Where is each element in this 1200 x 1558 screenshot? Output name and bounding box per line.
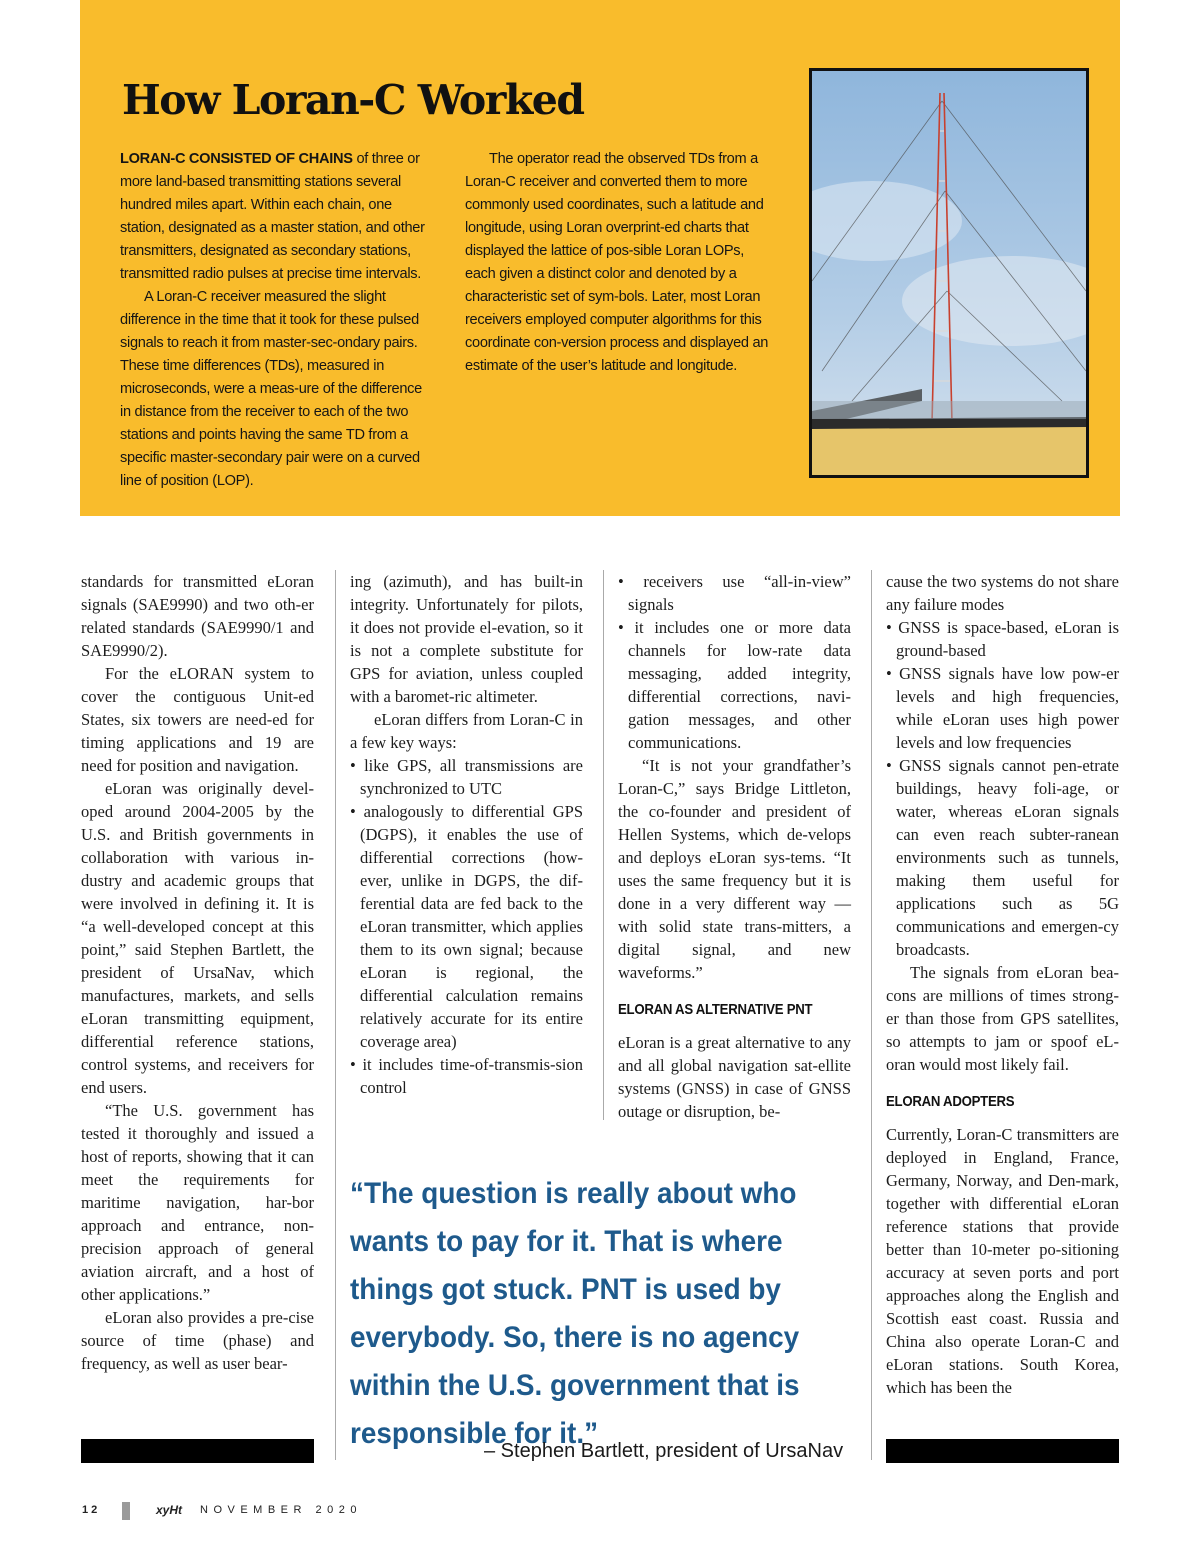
body-paragraph: Currently, Loran-C transmitters are deployed in England, France, Germany, Norway, and Den-mark, together with differential eLoran reference stations that provide better than 10-meter po-sitioning accuracy at seven ports and port approaches along the English and Scottish east coast. Russia and China also operate Loran-C and eLoran stations. South Korea, which has been the xyxy=(886,1125,1119,1397)
list-item: • receivers use “all-in-view” signals xyxy=(618,572,851,614)
sidebar-lead-in: LORAN-C CONSISTED OF CHAINS xyxy=(120,151,353,167)
sidebar-title: How Loran-C Worked xyxy=(122,76,584,124)
column-rule xyxy=(871,570,872,1460)
list-item: • GNSS signals cannot pen-etrate buildings, heavy foli-age, or water, whereas eLoran signals can even reach subter-ranean environments such as tunnels, making them useful for applications such as 5G communications and emergen-cy broadcasts. xyxy=(886,756,1119,959)
radio-tower-photo xyxy=(809,68,1089,478)
bullet-list xyxy=(886,616,1119,961)
bullet-list xyxy=(350,754,583,1099)
page-number: 12 xyxy=(82,1504,101,1516)
sidebar-paragraph-1 xyxy=(120,148,430,286)
tower-image xyxy=(812,71,1086,475)
list-item: • analogously to differential GPS (DGPS), it enables the use of differential corrections (how-ever, unlike in DGPS, the dif-ferential data are fed back to the eLoran transmitter, which applies them to its own signal; because eLoran is regional, the differential calculation remains relatively accurate for its entire coverage area) xyxy=(350,802,583,1051)
body-paragraph: eLoran is a great alternative to any and all global navigation sat-ellite systems (GNSS) in case of GNSS outage or disruption, be- xyxy=(618,1033,851,1121)
sidebar-column-2 xyxy=(465,148,775,378)
list-item: • GNSS is space-based, eLoran is ground-based xyxy=(886,618,1119,660)
footer-divider xyxy=(122,1502,130,1520)
body-column-1 xyxy=(81,570,314,1375)
body-paragraph: “The U.S. government has tested it thoroughly and issued a host of reports, showing that it can meet the requirements for maritime navigation, har-bor approach and entrance, non-precision approach of general aviation aircraft, and a host of other applications.” xyxy=(81,1101,314,1304)
sidebar-paragraph-2: A Loran-C receiver measured the slight difference in the time that it took for these pulsed signals to reach it from master-sec-ondary pairs. These time differences (TDs), measured in microseconds, were a meas-ure of the difference in distance from the receiver to each of the two stations and points having the same TD from a specific master-secondary pair were on a curved line of position (LOP). xyxy=(120,289,422,489)
pull-quote-attribution: – Stephen Bartlett, president of UrsaNav xyxy=(484,1440,844,1462)
body-paragraph: “It is not your grandfather’s Loran-C,” says Bridge Littleton, the co-founder and president of Hellen Systems, which de-velops and deploys eLoran sys-tems. “It uses the same frequency but it is done in a very different way — with solid state trans-mitters, a digital signal, and new waveforms.” xyxy=(618,756,851,982)
body-paragraph: For the eLORAN system to cover the contiguous Unit-ed States, six towers are need-ed for timing applications and 19 are need for position and navigation. xyxy=(81,664,314,775)
body-paragraph: eLoran was originally devel-oped around 2004-2005 by the U.S. and British governments in collaboration with various in-dustry and academic groups that were involved in defining it. It is “a well-developed concept at this point,” said Stephen Bartlett, the president of UrsaNav, which manufactures, markets, and sells eLoran transmitting equipment, differential reference stations, control systems, and receivers for end users. xyxy=(81,779,314,1097)
pull-quote: “The question is really about who wants to pay for it. That is where things got stuck. PNT is used by everybody. So, there is no agency within the U.S. government that is responsible for it.” xyxy=(350,1177,800,1450)
list-item: • like GPS, all transmissions are synchronized to UTC xyxy=(350,756,583,798)
column-rule xyxy=(603,570,604,1120)
list-item: • it includes time-of-transmis-sion control xyxy=(350,1055,583,1097)
column-end-bar xyxy=(81,1439,314,1463)
body-column-2 xyxy=(350,570,583,1099)
list-item: • GNSS signals have low pow-er levels and high frequencies, while eLoran uses high power levels and low frequencies xyxy=(886,664,1119,752)
list-item: • it includes one or more data channels for low-rate data messaging, added integrity, differential corrections, navi-gation messages, and other communications. xyxy=(618,618,851,752)
magazine-logo: xyHt xyxy=(156,1503,183,1517)
body-paragraph: cause the two systems do not share any failure modes xyxy=(886,572,1119,614)
sidebar-paragraph-3: The operator read the observed TDs from a Loran-C receiver and converted them to more commonly used coordinates, such a latitude and longitude, using Loran overprint-ed charts that displayed the lattice of pos-sible Loran LOPs, each given a distinct color and denoted by a characteristic set of sym-bols. Later, most Loran receivers employed computer algorithms for this coordinate con-version process and displayed an estimate of the user’s latitude and longitude. xyxy=(465,151,769,374)
body-paragraph: eLoran also provides a pre-cise source of time (phase) and frequency, as well as user bear- xyxy=(81,1308,314,1373)
sidebar-paragraph-1-text: of three or more land-based transmitting stations several hundred miles apart. Within each chain, one station, designated as a master station, and other transmitters, designated as secondary stations, transmitted radio pulses at precise time intervals. xyxy=(120,151,425,282)
column-end-bar xyxy=(886,1439,1119,1463)
body-paragraph: The signals from eLoran bea-cons are millions of times strong-er than those from GPS satellites, so attempts to jam or spoof eL-oran would most likely fail. xyxy=(886,963,1119,1074)
bullet-list xyxy=(618,570,851,754)
body-paragraph: standards for transmitted eLoran signals (SAE9990) and two oth-er related standards (SAE9990/1 and SAE9990/2). xyxy=(81,572,314,660)
column-rule xyxy=(335,570,336,1460)
sidebar-column-1 xyxy=(120,148,430,493)
body-paragraph: eLoran differs from Loran-C in a few key ways: xyxy=(350,710,583,752)
section-heading: ELORAN ADOPTERS xyxy=(886,1093,1015,1110)
issue-date: NOVEMBER 2020 xyxy=(200,1504,362,1516)
section-heading: ELORAN AS ALTERNATIVE PNT xyxy=(618,1001,813,1018)
body-column-3 xyxy=(618,570,851,1123)
body-column-4 xyxy=(886,570,1119,1399)
body-paragraph: ing (azimuth), and has built-in integrity. Unfortunately for pilots, it does not provide el-evation, so it is not a complete substitute for GPS for aviation, unless coupled with a baromet-ric altimeter. xyxy=(350,572,583,706)
